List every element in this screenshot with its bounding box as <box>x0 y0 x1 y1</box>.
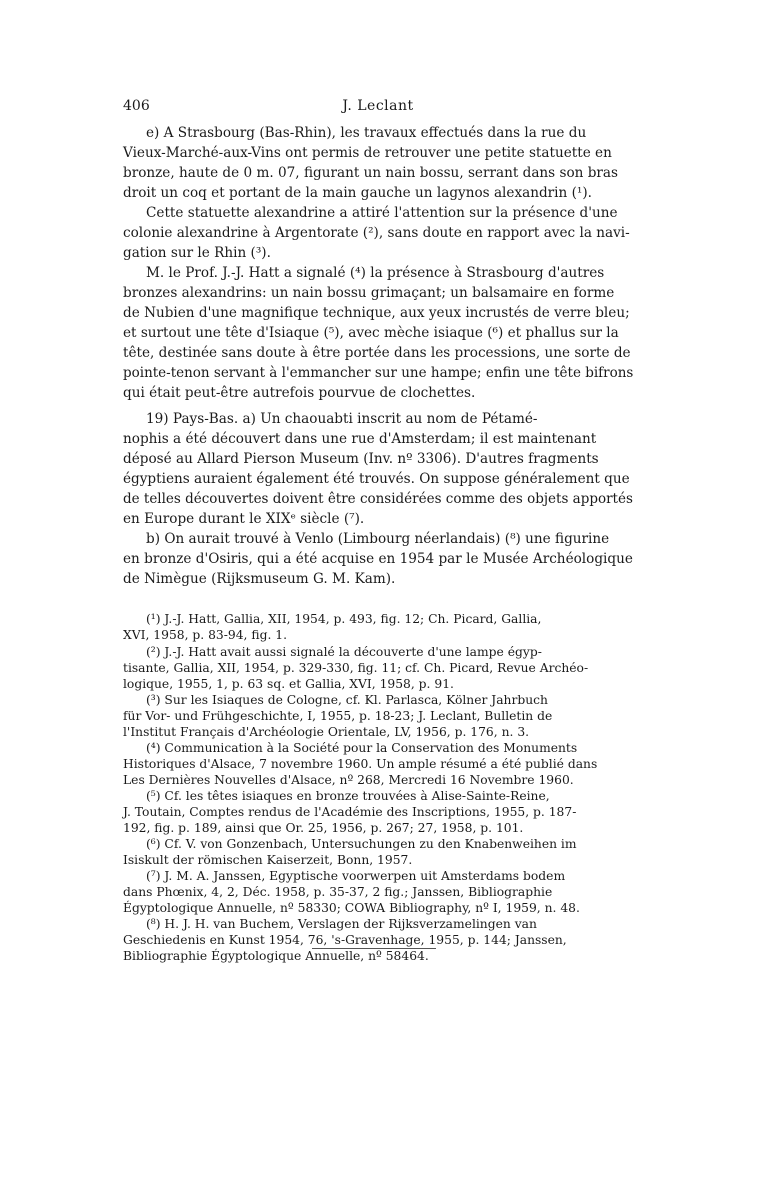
body-line: égyptiens auraient également été trouvés. On suppose généralement que <box>123 471 630 487</box>
footnote-line: für Vor- und Frühgeschichte, I, 1955, p. 18-23; J. Leclant, Bulletin de <box>123 709 553 723</box>
footnote-line: (⁸) H. J. H. van Buchem, Verslagen der Rijksverzamelingen van <box>146 917 537 931</box>
body-line: bronzes alexandrins: un nain bossu grimaçant; un balsamaire en forme <box>123 285 615 301</box>
body-line: en Europe durant le XIXᵉ siècle (⁷). <box>123 511 365 527</box>
footnote-line: Isiskult der römischen Kaiserzeit, Bonn, 1957. <box>123 853 413 867</box>
body-line: bronze, haute de 0 m. 07, figurant un nain bossu, serrant dans son bras <box>123 165 618 181</box>
footnote-line: (¹) J.-J. Hatt, Gallia, XII, 1954, p. 493, fig. 12; Ch. Picard, Gallia, <box>146 612 542 626</box>
footnote-line: Geschiedenis en Kunst 1954, 76, 's-Gravenhage, 1955, p. 144; Janssen, <box>123 933 567 947</box>
footnote-line: (²) J.-J. Hatt avait aussi signalé la découverte d'une lampe égyp- <box>146 645 542 659</box>
footnote-line: J. Toutain, Comptes rendus de l'Académie des Inscriptions, 1955, p. 187- <box>123 805 577 819</box>
body-line: 19) Pays-Bas. a) Un chaouabti inscrit au nom de Pétamé- <box>146 411 538 427</box>
footnote-line: Égyptologique Annuelle, nº 58330; COWA Bibliography, nº I, 1959, n. 48. <box>123 901 580 915</box>
footnote-line: (⁶) Cf. V. von Gonzenbach, Untersuchungen zu den Knabenweihen im <box>146 837 577 851</box>
body-line: Cette statuette alexandrine a attiré l'attention sur la présence d'une <box>146 205 618 221</box>
footnote-line: (⁴) Communication à la Société pour la Conservation des Monuments <box>146 741 578 755</box>
body-line: Vieux-Marché-aux-Vins ont permis de retrouver une petite statuette en <box>123 145 612 161</box>
running-title: J. Leclant <box>342 98 414 114</box>
body-line: M. le Prof. J.-J. Hatt a signalé (⁴) la présence à Strasbourg d'autres <box>146 265 605 281</box>
body-line: de telles découvertes doivent être considérées comme des objets apportés <box>123 491 633 507</box>
footnote-line: XVI, 1958, p. 83-94, fig. 1. <box>123 628 288 642</box>
body-line: gation sur le Rhin (³). <box>123 245 271 261</box>
body-line: en bronze d'Osiris, qui a été acquise en 1954 par le Musée Archéologique <box>123 551 633 567</box>
footnote-line: (³) Sur les Isiaques de Cologne, cf. Kl. Parlasca, Kölner Jahrbuch <box>146 693 548 707</box>
footnote-line: logique, 1955, 1, p. 63 sq. et Gallia, XVI, 1958, p. 91. <box>123 677 454 691</box>
body-line: et surtout une tête d'Isiaque (⁵), avec mèche isiaque (⁶) et phallus sur la <box>123 325 619 341</box>
footnote-line: dans Phœnix, 4, 2, Déc. 1958, p. 35-37, 2 fig.; Janssen, Bibliographie <box>123 885 553 899</box>
footnote-line: 192, fig. p. 189, ainsi que Or. 25, 1956, p. 267; 27, 1958, p. 101. <box>123 821 524 835</box>
footnote-line: Bibliographie Égyptologique Annuelle, nº 58464. <box>123 949 429 963</box>
body-line: déposé au Allard Pierson Museum (Inv. nº 3306). D'autres fragments <box>123 451 599 467</box>
footnote-line: tisante, Gallia, XII, 1954, p. 329-330, fig. 11; cf. Ch. Picard, Revue Archéo- <box>123 661 589 675</box>
footnote-line: Les Dernières Nouvelles d'Alsace, nº 268, Mercredi 16 Novembre 1960. <box>123 773 574 787</box>
body-line: colonie alexandrine à Argentorate (²), sans doute en rapport avec la navi- <box>123 225 630 241</box>
page-number: 406 <box>123 98 150 114</box>
body-line: pointe-tenon servant à l'emmancher sur une hampe; enfin une tête bifrons <box>123 365 634 381</box>
page-header <box>123 98 633 118</box>
body-line: nophis a été découvert dans une rue d'Amsterdam; il est maintenant <box>123 431 597 447</box>
body-line: de Nubien d'une magnifique technique, aux yeux incrustés de verre bleu; <box>123 305 630 321</box>
footnote-line: Historiques d'Alsace, 7 novembre 1960. Un ample résumé a été publié dans <box>123 757 598 771</box>
body-line: e) A Strasbourg (Bas-Rhin), les travaux effectués dans la rue du <box>146 125 587 141</box>
footnote-line: (⁵) Cf. les têtes isiaques en bronze trouvées à Alise-Sainte-Reine, <box>146 789 550 803</box>
body-line: tête, destinée sans doute à être portée dans les processions, une sorte de <box>123 345 631 361</box>
body-line: b) On aurait trouvé à Venlo (Limbourg néerlandais) (⁸) une figurine <box>146 531 610 547</box>
footnote-line: (⁷) J. M. A. Janssen, Egyptische voorwerpen uit Amsterdams bodem <box>146 869 566 883</box>
body-line: qui était peut-être autrefois pourvue de clochettes. <box>123 385 476 401</box>
footnote-line: l'Institut Français d'Archéologie Orientale, LV, 1956, p. 176, n. 3. <box>123 725 530 739</box>
body-line: droit un coq et portant de la main gauche un lagynos alexandrin (¹). <box>123 185 592 201</box>
body-line: de Nimègue (Rijksmuseum G. M. Kam). <box>123 571 396 587</box>
closing-rule <box>312 948 436 949</box>
